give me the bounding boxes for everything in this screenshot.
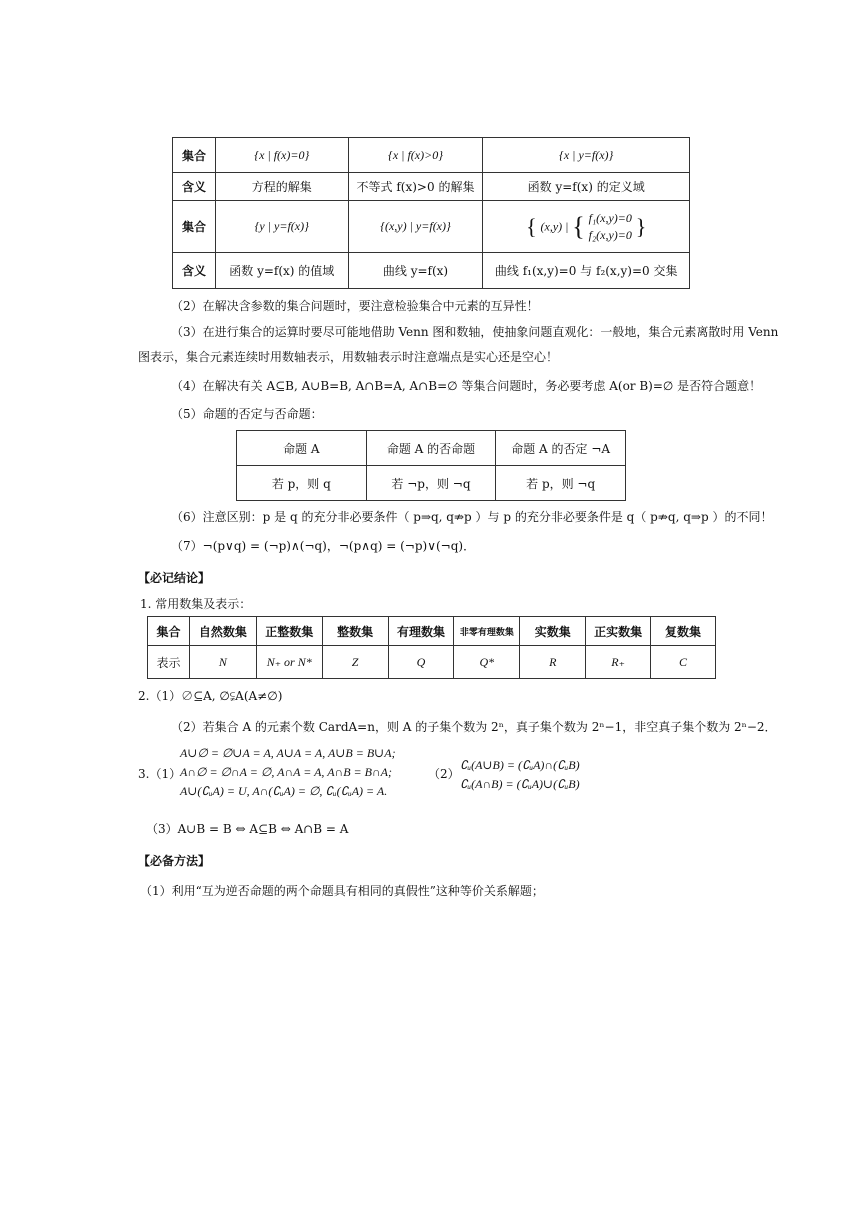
note-4: （4）在解决有关 A⊆B, A∪B=B, A∩B=A, A∩B=∅ 等集合问题时，务必要考虑 A(or B)=∅ 是否符合题意！ (171, 379, 762, 393)
row-label: 集合 (173, 201, 216, 253)
formula: ∁ᵤ(A∩B) = (∁ᵤA)∪(∁ᵤB) (460, 777, 580, 791)
header-cell: 命题 A 的否命题 (366, 431, 496, 466)
cell: 曲线 y=f(x) (348, 253, 483, 289)
formula: A∩∅ = ∅∩A = ∅, A∩A = A, A∩B = B∩A; (180, 765, 392, 779)
conclusion-3-mid: （2） (428, 767, 460, 781)
cell: 若 ¬p，则 ¬q (366, 466, 496, 501)
cell: 若 p，则 ¬q (496, 466, 626, 501)
conclusion-3-prefix: 3.（1） (138, 767, 182, 781)
cell: 方程的解集 (215, 173, 348, 201)
cell: 函数 y=f(x) 的定义域 (483, 173, 690, 201)
row-label: 含义 (173, 173, 216, 201)
formula: A∪∅ = ∅∪A = A, A∪A = A, A∪B = B∪A; (180, 746, 396, 760)
header-cell: 正实数集 (586, 617, 651, 646)
note-6: （6）注意区别：p 是 q 的充分非必要条件（ p⇒q, q⇏p ）与 p 的充分非必要条件是 q（ p⇏q, q⇒p ）的不同！ (171, 510, 773, 524)
header-cell: 正整数集 (256, 617, 322, 646)
note-3a: （3）在进行集合的运算时要尽可能地借助 Venn 图和数轴，使抽象问题直观化：一般地，集合元素离散时用 Venn (171, 325, 779, 339)
eq-2: f₂(x,y)=0 (588, 227, 632, 242)
header-cell: 命题 A (237, 431, 367, 466)
cell: {y | y=f(x)} (215, 201, 348, 253)
note-2: （2）在解决含参数的集合问题时，要注意检验集合中元素的互异性！ (171, 299, 539, 313)
note-5: （5）命题的否定与否命题： (171, 407, 323, 421)
header-cell: 整数集 (322, 617, 388, 646)
section-heading: 【必记结论】 (138, 571, 211, 585)
cell: {(x,y) | y=f(x)} (348, 201, 483, 253)
eq-1: f₁(x,y)=0 (588, 210, 632, 225)
conclusion-3-left (180, 744, 396, 801)
cell: Z (322, 646, 388, 679)
header-cell: 有理数集 (388, 617, 454, 646)
cell: R₊ (586, 646, 651, 679)
cell: {x | f(x)=0} (215, 138, 348, 173)
cell: C (651, 646, 716, 679)
cell: N (189, 646, 256, 679)
conclusion-3b: （3）A∪B = B ⇔ A⊆B ⇔ A∩B = A (146, 822, 349, 836)
conclusion-1: 1. 常用数集及表示： (140, 597, 252, 611)
number-set-table (147, 616, 716, 679)
proposition-table (236, 430, 626, 501)
row-label: 集合 (173, 138, 216, 173)
note-7: （7）¬(p∨q) = (¬p)∧(¬q)，¬(p∧q) = (¬p)∨(¬q)． (171, 539, 476, 553)
header-cell: 自然数集 (189, 617, 256, 646)
row-label: 表示 (148, 646, 190, 679)
cell-prefix: (x,y) | (540, 219, 569, 233)
cell: Q* (454, 646, 520, 679)
header-cell: 命题 A 的否定 ¬A (496, 431, 626, 466)
header-cell: 实数集 (520, 617, 586, 646)
conclusion-3-right (460, 756, 580, 794)
cell: {x | f(x)>0} (348, 138, 483, 173)
cell: N₊ or N* (256, 646, 322, 679)
cell: R (520, 646, 586, 679)
note-3b: 图表示，集合元素连续时用数轴表示，用数轴表示时注意端点是实心还是空心！ (138, 350, 559, 364)
row-label: 含义 (173, 253, 216, 289)
system-cell: { (x,y) | { f₁(x,y)=0 f₂(x,y)=0 } (483, 201, 690, 253)
cell: 不等式 f(x)>0 的解集 (348, 173, 483, 201)
formula: A∪(∁ᵤA) = U, A∩(∁ᵤA) = ∅, ∁ᵤ(∁ᵤA) = A. (180, 784, 388, 798)
formula: ∁ᵤ(A∪B) = (∁ᵤA)∩(∁ᵤB) (460, 758, 580, 772)
header-cell: 集合 (148, 617, 190, 646)
cell: Q (388, 646, 454, 679)
conclusion-2: 2.（1）∅⊆A, ∅⫋A(A≠∅) (138, 689, 283, 703)
method-1: （1）利用“互为逆否命题的两个命题具有相同的真假性”这种等价关系解题； (140, 884, 544, 898)
header-cell: 复数集 (651, 617, 716, 646)
cell: 曲线 f₁(x,y)=0 与 f₂(x,y)=0 交集 (483, 253, 690, 289)
header-cell: 非零有理数集 (454, 617, 520, 646)
cell: 函数 y=f(x) 的值域 (215, 253, 348, 289)
set-meaning-table (172, 137, 690, 289)
cell: 若 p，则 q (237, 466, 367, 501)
section-heading: 【必备方法】 (138, 854, 211, 868)
conclusion-2b: （2）若集合 A 的元素个数 CardA=n，则 A 的子集个数为 2ⁿ，真子集个数为 2ⁿ−1，非空真子集个数为 2ⁿ−2． (171, 720, 777, 734)
cell: {x | y=f(x)} (483, 138, 690, 173)
